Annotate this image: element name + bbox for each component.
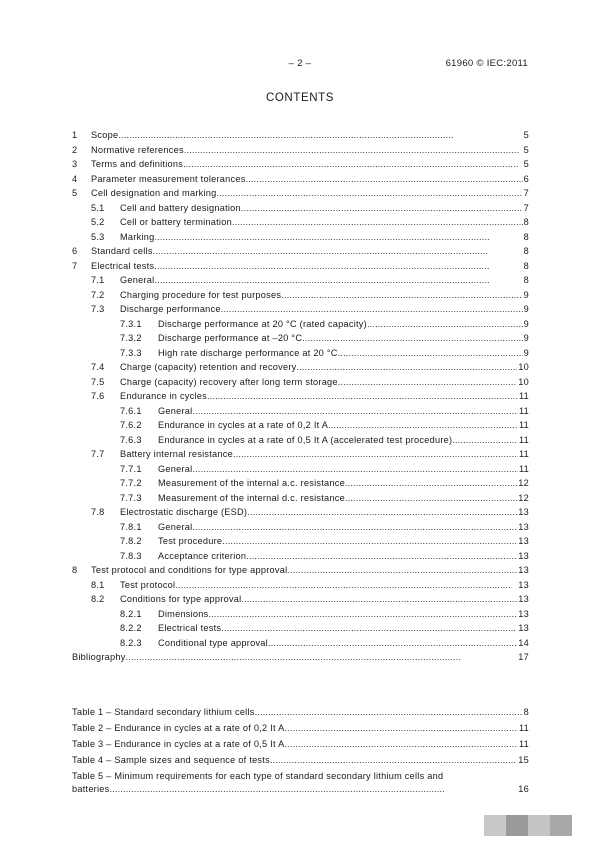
toc-entry-title: Parameter measurement tolerances	[91, 173, 246, 184]
toc-entry	[72, 172, 529, 187]
toc-entry-page: 13	[518, 623, 529, 633]
toc-entry-title: Bibliography	[72, 652, 126, 662]
toc-entry-number: 5	[72, 188, 78, 198]
toc-entry-number: 8.2.1	[120, 608, 142, 619]
toc-entry-page: 5	[523, 130, 529, 140]
dot-leader	[287, 563, 517, 578]
dot-leader	[338, 346, 523, 361]
toc-entry-title: Endurance in cycles at a rate of 0,5 It A (accelerated test procedure)	[158, 434, 453, 445]
toc-entry	[72, 447, 529, 462]
toc-entry-number: 2	[72, 144, 78, 155]
table-entry-title-cont: batteries	[72, 784, 110, 794]
toc-entry	[72, 273, 529, 288]
page-number: – 2 –	[288, 58, 312, 69]
toc-entry-title: Scope	[91, 130, 119, 140]
toc-entry-number: 7.3	[91, 304, 105, 314]
contents-title: CONTENTS	[265, 92, 335, 104]
toc-entry-page: 9	[523, 318, 529, 329]
table-entry-title: Table 1 – Standard secondary lithium cells	[72, 707, 255, 717]
toc-entry-title: Electrical tests	[91, 260, 155, 271]
table-of-contents	[72, 128, 529, 665]
toc-entry-number: 7.8	[91, 507, 105, 517]
toc-entry-number: 7.3.1	[120, 318, 142, 329]
toc-entry-title: Cell designation and marking	[91, 188, 217, 198]
corner-block	[506, 815, 528, 836]
toc-entry	[72, 404, 529, 419]
table-entry-page: 16	[518, 784, 529, 794]
toc-entry	[72, 201, 529, 216]
dot-leader	[328, 418, 518, 433]
toc-entry-page: 11	[518, 405, 529, 416]
dot-leader	[338, 375, 517, 390]
toc-entry	[72, 621, 529, 636]
toc-entry-page: 7	[523, 188, 529, 198]
toc-entry-page: 13	[518, 507, 529, 517]
dot-leader	[284, 720, 518, 736]
toc-entry-title: Electrostatic discharge (ESD)	[120, 507, 248, 517]
dot-leader	[110, 783, 518, 796]
toc-entry-page: 12	[518, 478, 529, 488]
toc-entry-title: Measurement of the internal a.c. resistance	[158, 478, 345, 488]
toc-entry-number: 7.7.1	[120, 463, 142, 474]
toc-entry	[72, 433, 529, 448]
toc-entry-page: 9	[523, 289, 529, 300]
dot-leader	[209, 607, 518, 622]
table-entry-page: 15	[518, 755, 529, 765]
toc-entry-title: Test protocol and conditions for type approval	[91, 565, 288, 575]
toc-entry-number: 7.7.2	[120, 478, 142, 488]
dot-leader	[345, 476, 517, 491]
dot-leader	[284, 736, 518, 752]
dot-leader	[126, 650, 518, 665]
dot-leader	[154, 259, 522, 274]
dot-leader	[217, 186, 523, 201]
dot-leader	[207, 389, 518, 404]
table-entry	[72, 736, 529, 752]
toc-entry-number: 3	[72, 159, 78, 169]
toc-entry-page: 11	[518, 434, 529, 445]
dot-leader	[184, 143, 523, 158]
toc-entry-page: 13	[518, 594, 529, 604]
toc-entry-title: Discharge performance at 20 °C (rated capacity)	[158, 318, 367, 329]
dot-leader	[221, 302, 523, 317]
toc-entry	[72, 462, 529, 477]
toc-entry-number: 7.3.3	[120, 347, 142, 358]
toc-entry-number: 7.7.3	[120, 492, 142, 503]
toc-entry-page: 12	[518, 492, 529, 503]
table-entry-page: 11	[518, 723, 529, 733]
toc-entry-title: General	[158, 521, 193, 532]
toc-entry	[72, 317, 529, 332]
toc-entry	[72, 375, 529, 390]
dot-leader	[222, 534, 517, 549]
toc-entry-number: 5.1	[91, 202, 105, 213]
toc-entry-title: Test procedure	[158, 536, 223, 546]
toc-entry-page: 13	[518, 565, 529, 575]
dot-leader	[154, 273, 522, 288]
toc-entry-title: Test protocol	[120, 579, 176, 590]
toc-entry-page: 5	[523, 159, 529, 169]
toc-entry	[72, 520, 529, 535]
toc-entry-title: Marking	[120, 231, 155, 242]
toc-entry	[72, 360, 529, 375]
toc-entry-page: 13	[518, 521, 529, 532]
table-entry-title: Table 4 – Sample sizes and sequence of tests	[72, 755, 270, 765]
toc-entry-number: 7.6.3	[120, 434, 142, 445]
toc-entry-number: 7.3.2	[120, 333, 142, 343]
dot-leader	[232, 215, 523, 230]
toc-entry	[72, 143, 529, 158]
list-of-tables	[72, 704, 529, 796]
table-entry-page: 11	[518, 739, 529, 749]
toc-entry-title: Charge (capacity) recovery after long term storage	[120, 376, 338, 387]
toc-entry-number: 8.2.3	[120, 637, 142, 648]
toc-entry-page: 14	[518, 637, 529, 648]
dot-leader	[246, 172, 523, 187]
dot-leader	[175, 578, 517, 593]
toc-entry	[72, 215, 529, 230]
toc-entry-title: Cell or battery termination	[120, 217, 232, 227]
toc-entry	[72, 389, 529, 404]
toc-entry	[72, 157, 529, 172]
toc-entry-page: 8	[523, 246, 529, 256]
toc-entry-number: 7.5	[91, 376, 105, 387]
toc-entry-number: 7	[72, 260, 78, 271]
toc-entry	[72, 563, 529, 578]
toc-entry	[72, 636, 529, 651]
toc-entry	[72, 346, 529, 361]
toc-entry-number: 7.6.1	[120, 405, 142, 416]
toc-entry-page: 11	[518, 449, 529, 459]
toc-entry-number: 7.8.1	[120, 521, 142, 532]
toc-entry-title: Standard cells	[91, 246, 153, 256]
toc-entry-number: 7.7	[91, 449, 105, 459]
toc-entry-number: 8.2.2	[120, 623, 142, 633]
toc-entry-number: 8.1	[91, 579, 105, 590]
toc-entry	[72, 505, 529, 520]
toc-entry-title: Endurance in cycles at a rate of 0,2 It A	[158, 420, 329, 430]
toc-entry-number: 8	[72, 565, 78, 575]
table-entry	[72, 720, 529, 736]
dot-leader	[452, 433, 518, 448]
toc-entry-page: 17	[518, 652, 529, 662]
toc-entry	[72, 607, 529, 622]
corner-decoration	[484, 815, 572, 836]
toc-entry-number: 7.6.2	[120, 420, 142, 430]
toc-entry-page: 5	[523, 144, 529, 155]
table-entry	[72, 770, 529, 796]
toc-entry-page: 11	[518, 463, 529, 474]
toc-entry	[72, 578, 529, 593]
toc-entry-title: Charge (capacity) retention and recovery	[120, 362, 297, 372]
dot-leader	[153, 244, 523, 259]
dot-leader	[192, 404, 518, 419]
toc-entry-page: 9	[523, 304, 529, 314]
toc-entry-title: Endurance in cycles	[120, 391, 207, 401]
toc-entry	[72, 592, 529, 607]
toc-entry	[72, 259, 529, 274]
toc-entry-number: 5.2	[91, 217, 105, 227]
toc-entry-number: 5.3	[91, 231, 105, 242]
toc-entry-title: General	[158, 405, 193, 416]
dot-leader	[296, 360, 517, 375]
toc-entry-page: 6	[523, 173, 529, 184]
table-entry-continuation	[72, 783, 529, 796]
dot-leader	[246, 549, 517, 564]
corner-block	[484, 815, 506, 836]
dot-leader	[233, 447, 518, 462]
table-entry	[72, 704, 529, 720]
toc-entry-number: 4	[72, 173, 78, 184]
table-entry	[72, 752, 529, 768]
corner-block	[528, 815, 550, 836]
toc-entry-page: 7	[523, 202, 529, 213]
toc-entry-title: Dimensions	[158, 608, 209, 619]
toc-entry-number: 7.8.2	[120, 536, 142, 546]
toc-entry	[72, 128, 529, 143]
toc-entry-number: 7.8.3	[120, 550, 142, 561]
toc-entry-page: 10	[518, 376, 529, 387]
toc-entry-page: 8	[523, 231, 529, 242]
toc-entry	[72, 230, 529, 245]
toc-entry-page: 10	[518, 362, 529, 372]
dot-leader	[118, 128, 522, 143]
dot-leader	[192, 520, 517, 535]
toc-entry-number: 8.2	[91, 594, 105, 604]
toc-entry-number: 1	[72, 130, 78, 140]
toc-entry-page: 9	[523, 333, 529, 343]
dot-leader	[241, 201, 523, 216]
toc-entry-page: 8	[523, 260, 529, 271]
toc-entry-title: General	[120, 275, 155, 285]
toc-entry	[72, 186, 529, 201]
toc-entry	[72, 302, 529, 317]
toc-entry-title: Conditions for type approval	[120, 594, 242, 604]
toc-entry-page: 13	[518, 608, 529, 619]
toc-entry	[72, 491, 529, 506]
toc-entry-page: 13	[518, 550, 529, 561]
toc-entry-page: 11	[518, 420, 529, 430]
toc-entry-title: Electrical tests	[158, 623, 222, 633]
dot-leader	[183, 157, 523, 172]
toc-entry-title: Conditional type approval	[158, 637, 268, 648]
table-entry-title: Table 3 – Endurance in cycles at a rate of 0,5 It A	[72, 739, 285, 749]
toc-entry-number: 7.1	[91, 275, 105, 285]
toc-entry-title: Discharge performance	[120, 304, 221, 314]
toc-entry-number: 7.2	[91, 289, 105, 300]
dot-leader	[221, 621, 517, 636]
dot-leader	[367, 317, 523, 332]
toc-entry-title: Terms and definitions	[91, 159, 184, 169]
dot-leader	[255, 704, 523, 720]
table-entry-page: 8	[523, 707, 529, 717]
toc-entry-page: 11	[518, 391, 529, 401]
toc-entry	[72, 331, 529, 346]
toc-entry-number: 7.4	[91, 362, 105, 372]
toc-entry-page: 13	[518, 579, 529, 590]
toc-entry	[72, 288, 529, 303]
toc-entry	[72, 418, 529, 433]
dot-leader	[192, 462, 518, 477]
dot-leader	[241, 592, 517, 607]
toc-entry-title: Normative references	[91, 144, 184, 155]
toc-entry	[72, 244, 529, 259]
table-entry-title: Table 5 – Minimum requirements for each type of standard secondary lithium cells and	[72, 771, 444, 781]
toc-entry-title: Measurement of the internal d.c. resistance	[158, 492, 345, 503]
toc-entry-title: General	[158, 463, 193, 474]
dot-leader	[154, 230, 522, 245]
toc-entry-title: Discharge performance at –20 °C	[158, 333, 303, 343]
dot-leader	[268, 636, 517, 651]
table-entry-title: Table 2 – Endurance in cycles at a rate of 0,2 It A	[72, 723, 285, 733]
toc-entry-page: 9	[523, 347, 529, 358]
toc-entry	[72, 650, 529, 665]
corner-block	[550, 815, 572, 836]
toc-entry	[72, 534, 529, 549]
toc-entry-title: Battery internal resistance	[120, 449, 233, 459]
dot-leader	[247, 505, 517, 520]
toc-entry-title: High rate discharge performance at 20 °C	[158, 347, 338, 358]
toc-entry-title: Charging procedure for test purposes	[120, 289, 282, 300]
dot-leader	[302, 331, 522, 346]
toc-entry-page: 8	[523, 275, 529, 285]
toc-entry	[72, 476, 529, 491]
document-reference: 61960 © IEC:2011	[445, 58, 528, 69]
dot-leader	[270, 752, 517, 768]
toc-entry-page: 8	[523, 217, 529, 227]
dot-leader	[281, 288, 522, 303]
toc-entry-number: 7.6	[91, 391, 105, 401]
toc-entry-title: Cell and battery designation	[120, 202, 241, 213]
toc-entry-title: Acceptance criterion	[158, 550, 247, 561]
toc-entry	[72, 549, 529, 564]
toc-entry-number: 6	[72, 246, 78, 256]
dot-leader	[345, 491, 517, 506]
toc-entry-page: 13	[518, 536, 529, 546]
